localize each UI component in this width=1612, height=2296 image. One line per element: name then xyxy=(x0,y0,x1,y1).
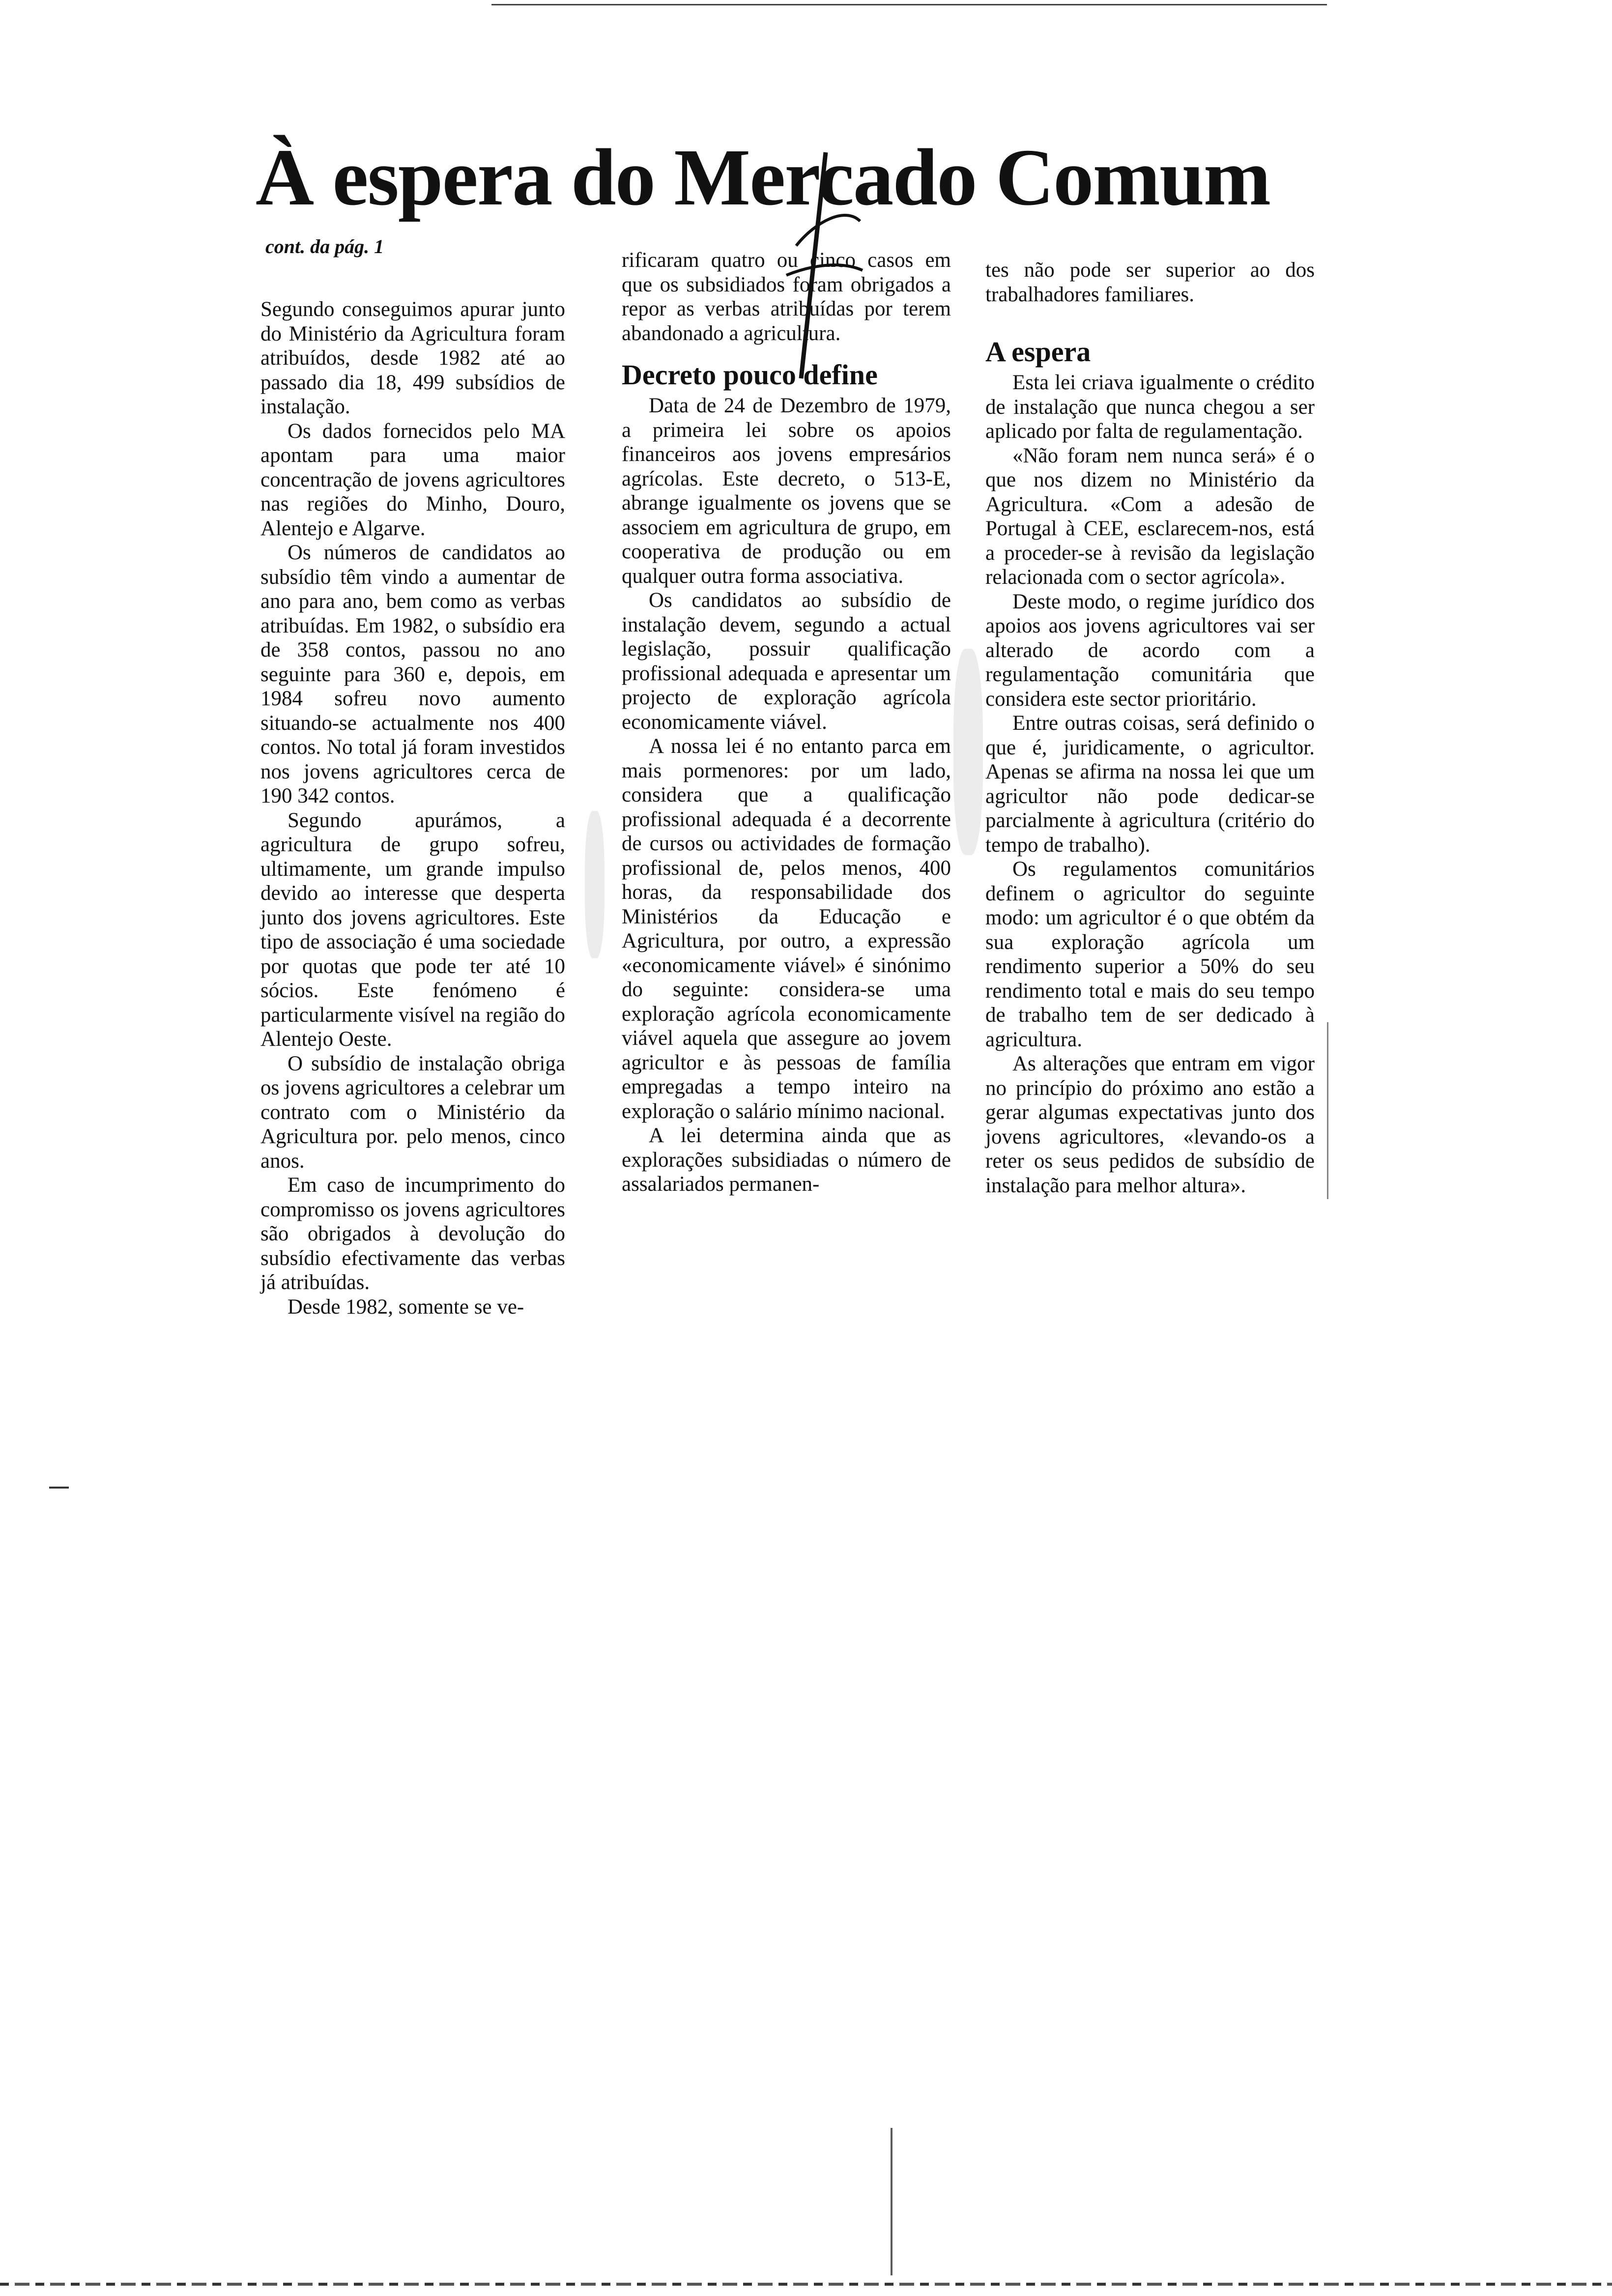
paragraph: rificaram quatro ou cinco casos em que os subsidiados foram obrigados a repor as verbas atribuídas por terem abandonado a agricultura. xyxy=(622,249,951,345)
bottom-scan-edge xyxy=(0,2283,1612,2286)
paragraph: Em caso de incumprimento do compromisso os jovens agricultores são obrigados à devolução do subsídio efectivamente das verbas já atribuídas. xyxy=(260,1174,565,1294)
scan-noise xyxy=(585,811,604,958)
article-column-3 xyxy=(985,258,1315,1198)
paragraph: Segundo apurámos, a agricultura de grupo sofreu, ultimamente, um grande impulso devido ao interesse que desperta junto dos jovens agricultores. Este tipo de associação é uma sociedade por quotas que pode ter até 10 sócios. Este fenómeno é particularmente visível na região do Alentejo Oeste. xyxy=(260,808,565,1051)
top-rule xyxy=(491,4,1327,5)
paragraph: O subsídio de instalação obriga os jovens agricultores a celebrar um contrato com o Ministério da Agricultura por. pelo menos, cinco anos. xyxy=(260,1052,565,1173)
paragraph: Os candidatos ao subsídio de instalação devem, segundo a actual legislação, possuir qualificação profissional adequada e apresentar um projecto de exploração agrícola economicamente viável. xyxy=(622,589,951,734)
headline: À espera do Mercado Comum xyxy=(256,132,1270,222)
paragraph: Os dados fornecidos pelo MA apontam para uma maior concentração de jovens agricultores nas regiões do Minho, Douro, Alentejo e Algarve. xyxy=(260,419,565,540)
paragraph: «Não foram nem nunca será» é o que nos dizem no Ministério da Agricultura. «Com a adesão de Portugal à CEE, esclarecem-nos, está a proceder-se à revisão da legislação relacionada com o sector agrícola». xyxy=(985,444,1315,589)
section-heading: A espera xyxy=(985,336,1091,368)
margin-dash xyxy=(49,1487,69,1489)
article-column-1 xyxy=(260,297,565,1319)
paragraph: Segundo conseguimos apurar junto do Ministério da Agricultura foram atribuídos, desde 1982 até ao passado dia 18, 499 subsídios de instalação. xyxy=(260,298,565,418)
continuation-tag: cont. da pág. 1 xyxy=(265,235,384,258)
paragraph: Esta lei criava igualmente o crédito de instalação que nunca chegou a ser aplicado por falta de regulamentação. xyxy=(985,371,1315,443)
paragraph: A lei determina ainda que as explorações subsidiadas o número de assalariados permanen- xyxy=(622,1124,951,1196)
paragraph: tes não pode ser superior ao dos trabalhadores familiares. xyxy=(985,258,1315,306)
paragraph: As alterações que entram em vigor no princípio do próximo ano estão a gerar algumas expectativas junto dos jovens agricultores, «levando-os a reter os seus pedidos de subsídio de instalação para melhor altura». xyxy=(985,1052,1315,1197)
fold-mark xyxy=(891,2128,892,2275)
paragraph: Os regulamentos comunitários definem o agricultor do seguinte modo: um agricultor é o que obtém da sua exploração agrícola um rendimento superior a 50% do seu rendimento total e mais do seu tempo de trabalho tem de ser dedicado à agricultura. xyxy=(985,858,1315,1051)
scan-noise xyxy=(953,649,983,855)
article-column-2 xyxy=(622,248,951,1197)
paragraph: Deste modo, o regime jurídico dos apoios aos jovens agricultores vai ser alterado de acordo com a regulamentação comunitária que considera este sector prioritário. xyxy=(985,590,1315,711)
paragraph: Data de 24 de Dezembro de 1979, a primeira lei sobre os apoios financeiros aos jovens empresários agrícolas. Este decreto, o 513-E, abrange igualmente os jovens que se associem em agricultura de grupo, em cooperativa de produção ou em qualquer outra forma associativa. xyxy=(622,394,951,588)
paragraph: Desde 1982, somente se ve- xyxy=(288,1295,524,1319)
margin-mark xyxy=(1327,1022,1328,1199)
paragraph: A nossa lei é no entanto parca em mais pormenores: por um lado, considera que a qualificação profissional adequada é a decorrente de cursos ou actividades de formação profissional de, pelos menos, 400 horas, da responsabilidade dos Ministérios da Educação e Agricultura, por outro, a expressão «economicamente viável» é sinónimo do seguinte: considera-se uma exploração agrícola economicamente viável aquela que assegure ao jovem agricultor e às pessoas de família empregadas a tempo inteiro na exploração o salário mínimo nacional. xyxy=(622,735,951,1123)
paragraph: Os números de candidatos ao subsídio têm vindo a aumentar de ano para ano, bem como as verbas atribuídas. Em 1982, o subsídio era de 358 contos, passou no ano seguinte para 360 e, depois, em 1984 sofreu novo aumento situando-se actualmente nos 400 contos. No total já foram investidos nos jovens agricultores cerca de 190 342 contos. xyxy=(260,541,565,807)
section-heading: Decreto pouco define xyxy=(622,359,878,391)
paragraph: Entre outras coisas, será definido o que é, juridicamente, o agricultor. Apenas se afirma na nossa lei que um agricultor não pode dedicar-se parcialmente à agricultura (critério do tempo de trabalho). xyxy=(985,712,1315,857)
